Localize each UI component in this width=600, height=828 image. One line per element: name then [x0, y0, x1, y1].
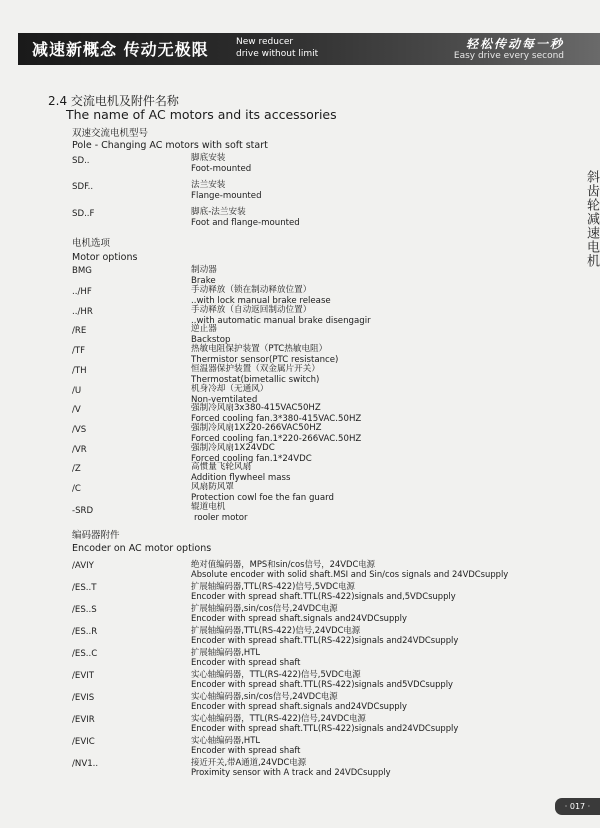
description-en: Absolute encoder with solid shaft.MSI and Sin/cos signals and 24VDCsupply	[191, 569, 509, 580]
description-en: ..with lock manual brake release	[191, 295, 331, 306]
description	[191, 265, 217, 286]
description-en: Encoder with spread shaft.TTL(RS-422)signals and5VDCsupply	[191, 679, 454, 690]
code-label: SD..F	[72, 209, 95, 219]
description	[191, 403, 361, 424]
code-label: /AVIY	[72, 561, 94, 571]
header-title-en	[236, 36, 318, 60]
description-en: Encoder with spread shaft	[191, 657, 301, 668]
description-en: Flange-mounted	[191, 190, 262, 201]
description-en: Forced cooling fan.1*24VDC	[191, 453, 312, 464]
code-label: /ES..T	[72, 583, 97, 593]
code-label: /Z	[72, 464, 81, 474]
description-cn: 手动释放（自动返回制动位置）	[191, 305, 312, 315]
description-en: Forced cooling fan.1*220-266VAC.50HZ	[191, 433, 362, 444]
description-cn: 实心轴编码器，TTL(RS-422)信号,5VDC电源	[191, 669, 361, 679]
code-label: /VR	[72, 445, 87, 455]
description-cn: 法兰安装	[191, 180, 226, 190]
description-en: Forced cooling fan.3*380-415VAC.50HZ	[191, 413, 362, 424]
code-label: SD..	[72, 156, 90, 166]
description-cn: 脚底安装	[191, 153, 226, 163]
description-cn: 恒温器保护装置（双金属片开关）	[191, 364, 320, 374]
motor-options-heading-cn: 电机选项	[72, 238, 111, 249]
description-en: Brake	[191, 275, 216, 286]
code-label: BMG	[72, 266, 92, 276]
section-title-cn: 2.4 交流电机及附件名称	[48, 94, 179, 108]
description-en: Thermistor sensor(PTC resistance)	[191, 354, 339, 365]
description-en: Foot-mounted	[191, 163, 252, 174]
section-title-en: The name of AC motors and its accessories	[66, 107, 337, 122]
description-cn: 制动器	[191, 265, 217, 275]
description	[191, 559, 508, 580]
code-label: /ES..C	[72, 649, 98, 659]
description-en: Encoder with spread shaft.signals and24VDCsupply	[191, 613, 407, 624]
page-number: · 017 ·	[555, 798, 600, 815]
description-cn: 扩展轴编码器,TTL(RS-422)信号,5VDC电源	[191, 581, 355, 591]
description-en: Encoder with spread shaft.TTL(RS-422)signals and24VDCsupply	[191, 635, 459, 646]
description-cn: 接近开关,带A通道,24VDC电源	[191, 757, 307, 767]
description	[191, 735, 300, 756]
description-cn: 强制冷风扇1X220-266VAC50HZ	[191, 423, 322, 433]
section-title	[48, 94, 337, 122]
code-label: /V	[72, 405, 81, 415]
description	[191, 207, 300, 228]
description-en: Backstop	[191, 334, 231, 345]
header-slogan-cn: 轻松传动每一秒	[465, 37, 564, 51]
description	[191, 713, 458, 734]
description	[191, 462, 290, 483]
code-label: /C	[72, 484, 81, 494]
description-cn: 实心轴编码器，TTL(RS-422)信号,24VDC电源	[191, 713, 366, 723]
description-en: Foot and flange-mounted	[191, 217, 300, 228]
code-label: /EVIC	[72, 737, 95, 747]
code-label: ../HR	[72, 307, 93, 317]
description-cn: 热敏电阻保护装置（PTC热敏电阻）	[191, 344, 328, 354]
code-label: /VS	[72, 425, 87, 435]
description-cn: 逆止器	[191, 324, 217, 334]
description-en: Encoder with spread shaft.TTL(RS-422)signals and24VDCsupply	[191, 723, 459, 734]
code-label: /EVIS	[72, 693, 95, 703]
motor-options-heading	[72, 238, 137, 264]
description-en: Encoder with spread shaft.signals and24VDCsupply	[191, 701, 407, 712]
pole-block-heading-en: Pole - Changing AC motors with soft start	[72, 140, 268, 151]
description-cn: 实心轴编码器,sin/cos信号,24VDC电源	[191, 691, 338, 701]
description-cn: 手动释放（锁在制动释放位置）	[191, 285, 312, 295]
description	[191, 324, 230, 345]
code-label: /ES..S	[72, 605, 97, 615]
description-en: Thermostat(bimetallic switch)	[191, 374, 320, 385]
header-title-en-line2: drive without limit	[236, 49, 319, 59]
description-en: Non-vemtilated	[191, 394, 258, 405]
header-banner	[18, 33, 600, 65]
description	[191, 581, 456, 602]
code-label: /NV1..	[72, 759, 99, 769]
code-label: ../HF	[72, 287, 92, 297]
description-en: Encoder with spread shaft	[191, 745, 301, 756]
description	[191, 757, 391, 778]
code-label: /ES..R	[72, 627, 98, 637]
pole-block-heading	[72, 128, 268, 152]
code-label: /EVIT	[72, 671, 94, 681]
description-cn: 高惯量飞轮风扇	[191, 462, 252, 472]
description	[191, 364, 320, 385]
code-label: -SRD	[72, 506, 94, 516]
code-label: /TH	[72, 366, 87, 376]
code-label: SDF..	[72, 182, 94, 192]
pole-block-heading-cn: 双速交流电机型号	[72, 128, 149, 139]
description	[191, 691, 407, 712]
header-title-cn: 减速新概念 传动无极限	[32, 40, 209, 59]
description-en: ..with automatic manual brake disengagir	[191, 315, 371, 326]
description	[191, 625, 458, 646]
description	[191, 153, 251, 174]
description-cn: 机身冷却（无通风）	[191, 384, 269, 394]
description	[191, 344, 338, 365]
description	[191, 443, 312, 464]
description-cn: 绝对值编码器，MPS和sin/cos信号，24VDC电源	[191, 559, 376, 569]
description-cn: 强制冷风扇3x380-415VAC50HZ	[191, 403, 321, 413]
description-en: Encoder with spread shaft.TTL(RS-422)signals and,5VDCsupply	[191, 591, 456, 602]
description-cn: 扩展轴编码器,HTL	[191, 647, 260, 657]
description	[191, 603, 407, 624]
description-en: Proximity sensor with A track and 24VDCsupply	[191, 767, 391, 778]
description-cn: 脚底-法兰安装	[191, 207, 246, 217]
description-cn: 风扇防风罩	[191, 482, 234, 492]
description	[191, 502, 248, 523]
description	[191, 305, 371, 326]
description-cn: 辊道电机	[191, 502, 226, 512]
description-en: rooler motor	[194, 512, 248, 523]
motor-options-heading-en: Motor options	[72, 252, 138, 263]
code-label: /TF	[72, 346, 86, 356]
description-cn: 强制冷风扇1X24VDC	[191, 443, 275, 453]
description-cn: 实心轴编码器,HTL	[191, 735, 260, 745]
encoder-block-heading	[72, 530, 211, 555]
description-en: Protection cowl foe the fan guard	[191, 492, 334, 503]
code-label: /RE	[72, 326, 87, 336]
encoder-block-heading-cn: 编码器附件	[72, 530, 120, 541]
description-cn: 扩展轴编码器,TTL(RS-422)信号,24VDC电源	[191, 625, 361, 635]
header-title-en-line1: New reducer	[236, 37, 294, 47]
description	[191, 384, 268, 405]
description	[191, 482, 334, 503]
description	[191, 647, 300, 668]
description	[191, 285, 331, 306]
encoder-block-heading-en: Encoder on AC motor options	[72, 543, 212, 554]
description	[191, 423, 361, 444]
description	[191, 669, 453, 690]
side-tab-label: 斜齿轮减速电机	[584, 170, 599, 268]
description	[191, 180, 262, 201]
description-en: Addition flywheel mass	[191, 472, 291, 483]
header-slogan-en: Easy drive every second	[453, 51, 564, 61]
description-cn: 扩展轴编码器,sin/cos信号,24VDC电源	[191, 603, 338, 613]
code-label: /U	[72, 386, 82, 396]
code-label: /EVIR	[72, 715, 95, 725]
